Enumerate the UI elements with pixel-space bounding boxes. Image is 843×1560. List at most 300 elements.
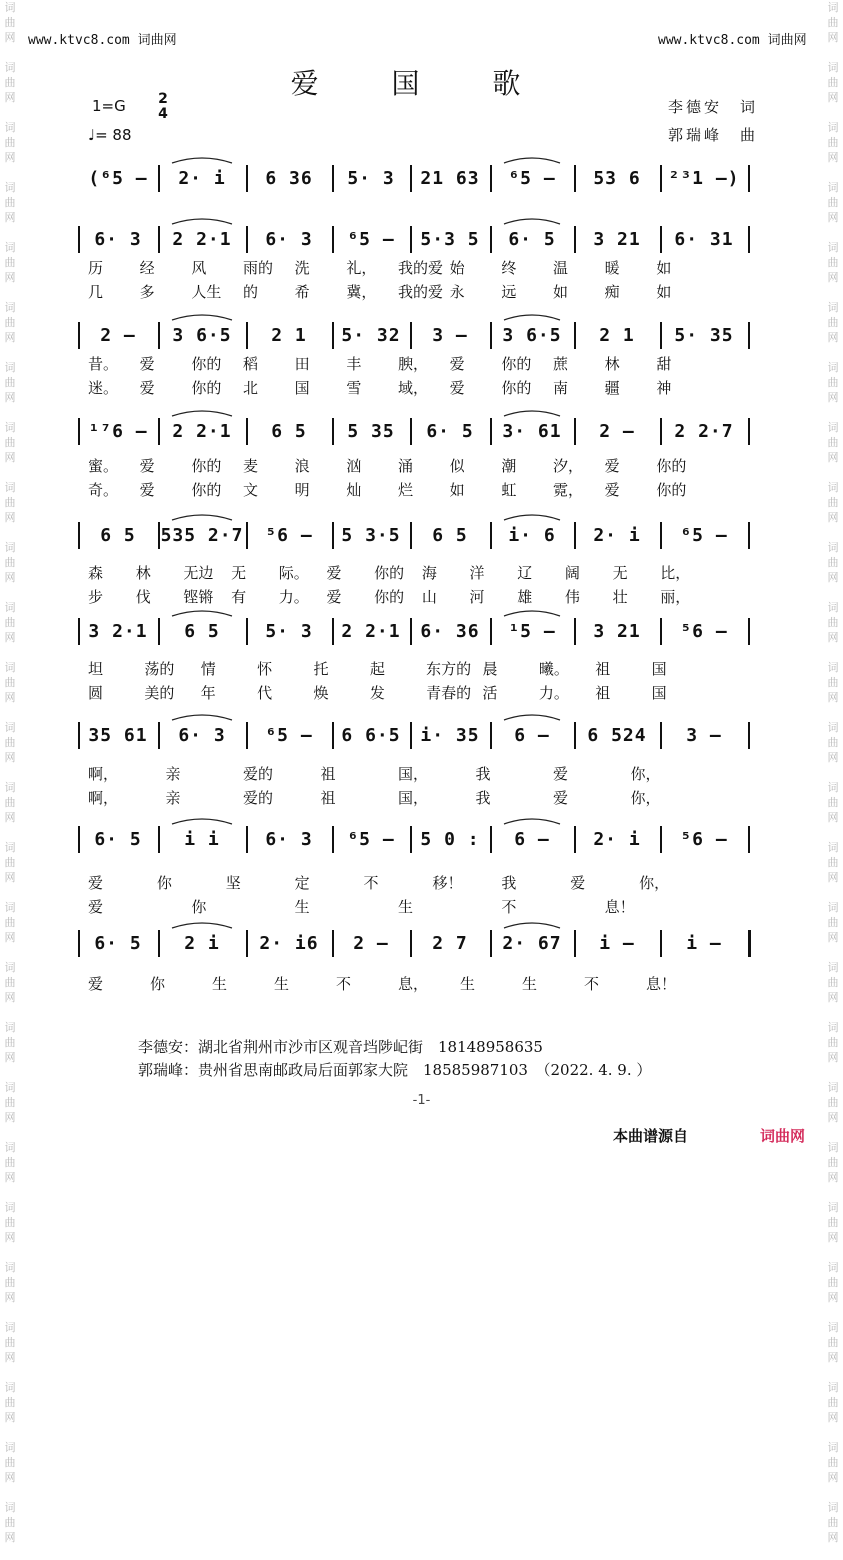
lyric-syllable: 不 [584,975,600,993]
watermark-char: 曲 [827,256,839,269]
score-system [78,816,762,862]
slur [172,219,232,224]
lyric-syllable: 曦。 [538,660,569,678]
watermark-char: 曲 [827,496,839,509]
lyric-syllable: 爱 [326,564,342,582]
watermark-char: 曲 [4,856,16,869]
watermark-char: 词 [4,601,16,614]
watermark-char: 网 [4,991,16,1004]
watermark-char: 词 [827,961,839,974]
watermark-char: 词 [4,661,16,674]
watermark-char: 网 [4,631,16,644]
lyric-syllable: 稻 [243,355,259,373]
lyric-syllable: 生 [212,975,228,993]
watermark-char: 词 [827,481,839,494]
composer-contact: 郭瑞峰：贵州省思南邮政局后面郭家大院 18585987103 （2022. 4. 9. ） [138,1061,652,1079]
watermark-char: 词 [4,961,16,974]
watermark-char: 网 [827,631,839,644]
lyric-syllable: 伟 [564,588,580,606]
measure: 6· 5 [508,228,556,250]
lyric-syllable: 国， [398,765,429,783]
measure: 2 7 [432,932,468,954]
lyric-line [78,377,718,397]
watermark-char: 网 [4,1111,16,1124]
watermark-char: 网 [827,1111,839,1124]
measure: 2 2·1 [172,420,232,442]
measure: 3 – [686,724,722,746]
lyric-syllable: 多 [139,283,155,301]
watermark-char: 网 [4,31,16,44]
lyric-syllable: 发 [369,684,385,702]
watermark-char: 词 [827,1261,839,1274]
lyric-syllable: 山 [421,588,437,606]
watermark-char: 词 [827,1321,839,1334]
watermark-char: 词 [4,421,16,434]
measure: 6 5 [432,524,468,546]
watermark-char: 网 [4,211,16,224]
lyric-syllable: 爱的 [243,765,274,783]
measure: 5· 3 [265,620,313,642]
measure: 3 2·1 [88,620,148,642]
lyric-syllable: 的 [243,283,259,301]
measure: 6 5 [184,620,220,642]
watermark-char: 网 [827,571,839,584]
watermark-char: 曲 [4,976,16,989]
slur-marks [78,216,762,262]
lyric-syllable: 你的 [191,379,222,397]
site-header-left[interactable]: www.ktvc8.com 词曲网 [28,33,177,48]
watermark-char: 网 [827,811,839,824]
lyric-syllable: 生 [398,898,414,916]
lyric-syllable: 不 [501,898,517,916]
lyric-syllable: 迷。 [88,379,119,397]
watermark-char: 词 [4,721,16,734]
lyric-syllable: 不 [336,975,352,993]
lyric-syllable: 亲 [165,765,181,783]
measure: 2· i6 [259,932,319,954]
watermark-char: 曲 [827,1276,839,1289]
watermark-char: 网 [827,1351,839,1364]
measure: ⁵6 – [265,524,313,546]
lyric-syllable: 祖 [320,789,336,807]
watermark-char: 曲 [4,1276,16,1289]
score-system [78,512,762,558]
watermark-char: 网 [4,331,16,344]
watermark-char: 曲 [4,1516,16,1529]
measure: ¹5 – [508,620,556,642]
watermark-char: 网 [4,271,16,284]
measure: ⁶5 – [680,524,728,546]
lyric-syllable: 甜 [656,355,672,373]
lyric-syllable: 比， [660,564,691,582]
measure: 3 – [432,324,468,346]
source-label: 本曲谱源自 [613,1127,689,1145]
measure: 535 2·7 [160,524,244,546]
watermark-char: 词 [827,1,839,14]
tempo-marking: ♩= 88 [88,126,132,144]
lyric-syllable: 无 [231,564,247,582]
watermark-char: 词 [4,361,16,374]
watermark-char: 词 [4,1381,16,1394]
watermark-char: 曲 [4,676,16,689]
lyric-syllable: 息！ [604,898,635,916]
lyric-syllable: 圆 [88,684,104,702]
measure: 6 524 [587,724,647,746]
lyric-syllable: 霓， [553,481,584,499]
watermark-char: 词 [827,1441,839,1454]
watermark-char: 网 [827,1291,839,1304]
watermark-char: 词 [827,61,839,74]
lyric-syllable: 如 [553,283,569,301]
watermark-char: 词 [827,1201,839,1214]
site-header-right[interactable]: www.ktvc8.com 词曲网 [658,33,807,48]
slur [172,158,232,163]
lyric-syllable: 生 [522,975,538,993]
lyric-line [78,658,718,678]
measure: 6· 3 [265,828,313,850]
measure: 6 36 [265,167,313,189]
lyric-syllable: 你的 [374,564,405,582]
slur [504,158,560,163]
watermark-char: 曲 [827,556,839,569]
lyric-syllable: 爱 [326,588,342,606]
watermark-char: 网 [827,1531,839,1544]
lyric-syllable: 爱 [604,457,620,475]
lyric-syllable: 丽， [660,588,691,606]
lyric-syllable: 潮 [501,457,517,475]
slur-marks [78,608,762,654]
watermark-char: 词 [4,241,16,254]
lyric-syllable: 国 [651,660,667,678]
lyric-syllable: 我 [501,874,517,892]
lyric-syllable: 我 [475,789,491,807]
lyric-syllable: 东方的 [426,660,472,678]
lyric-syllable: 坚 [225,874,241,892]
watermark-char: 曲 [827,1096,839,1109]
lyric-syllable: 痴 [604,283,620,301]
page-number: -1- [412,1093,431,1108]
lyric-syllable: 爱 [553,789,569,807]
lyric-syllable: 爱 [88,975,104,993]
lyric-syllable: 国 [294,379,310,397]
lyric-syllable: 际。 [278,564,309,582]
source-logo[interactable]: 词曲网 [760,1127,806,1145]
slur [504,611,560,616]
measure: 6 – [514,828,550,850]
measure: 2 2·7 [674,420,734,442]
watermark-char: 曲 [4,376,16,389]
lyric-syllable: 爱 [139,355,155,373]
slur [172,315,232,320]
lyric-syllable: 你的 [191,457,222,475]
measure: 2 – [353,932,389,954]
lyric-syllable: 你的 [374,588,405,606]
watermark-char: 曲 [4,1456,16,1469]
watermark-char: 词 [827,541,839,554]
measure: 21 63 [420,167,480,189]
lyric-syllable: 汐， [553,457,584,475]
watermark-char: 曲 [4,436,16,449]
lyric-syllable: 爱 [88,898,104,916]
time-signature [157,92,169,122]
lyric-syllable: 爱 [139,481,155,499]
measure: 6· 3 [265,228,313,250]
watermark-char: 词 [827,241,839,254]
score-system [78,608,762,654]
watermark-char: 网 [4,871,16,884]
score-system [78,216,762,262]
lyric-syllable: 我的爱 [398,259,444,277]
lyricist-contact: 李德安：湖北省荆州市沙市区观音垱陟屺街 18148958635 [138,1038,543,1056]
watermark-char: 曲 [4,196,16,209]
watermark-char: 词 [4,1,16,14]
lyric-syllable: 森 [88,564,104,582]
watermark-char: 词 [4,1201,16,1214]
lyric-syllable: 礼， [346,259,377,277]
slur [172,611,232,616]
lyric-syllable: 蔗 [553,355,569,373]
lyric-syllable: 青春的 [426,684,472,702]
lyric-syllable: 生 [460,975,476,993]
lyric-syllable: 虹 [501,481,517,499]
lyric-syllable: 暖 [604,259,620,277]
lyric-line [78,586,718,606]
lyric-syllable: 麦 [243,457,259,475]
lyric-syllable: 祖 [595,684,611,702]
watermark-char: 词 [827,1501,839,1514]
lyric-line [78,353,718,373]
lyric-syllable: 有 [231,588,247,606]
lyric-syllable: 爱 [449,355,465,373]
watermark-char: 网 [827,871,839,884]
measure: 2· i [593,828,641,850]
lyric-syllable: 几 [88,283,104,301]
lyric-syllable: 亲 [165,789,181,807]
watermark-char: 网 [827,451,839,464]
slur [504,219,560,224]
watermark-char: 曲 [827,616,839,629]
lyric-syllable: 南 [553,379,569,397]
watermark-char: 曲 [827,1516,839,1529]
watermark-char: 曲 [4,1216,16,1229]
watermark-char: 网 [827,991,839,1004]
watermark-char: 曲 [4,796,16,809]
watermark-char: 曲 [827,676,839,689]
watermark-char: 网 [827,1471,839,1484]
watermark-char: 曲 [4,496,16,509]
lyric-syllable: 情 [200,660,216,678]
slur [504,411,560,416]
measure: 6· 3 [94,228,142,250]
lyric-syllable: 你的 [501,379,532,397]
lyric-syllable: 林 [135,564,151,582]
measure: 3 6·5 [172,324,232,346]
watermark-char: 曲 [827,1336,839,1349]
watermark-char: 词 [827,661,839,674]
watermark-char: 网 [827,931,839,944]
slur [172,411,232,416]
lyric-syllable: 你， [630,765,661,783]
watermark-char: 网 [4,451,16,464]
watermark-char: 曲 [4,316,16,329]
measure: 5 0 : [420,828,480,850]
lyric-line [78,872,718,892]
lyric-syllable: 似 [449,457,465,475]
watermark-char: 曲 [4,76,16,89]
slur-marks [78,920,762,966]
slur [504,819,560,824]
lyric-syllable: 阔 [564,564,580,582]
lyric-syllable: 历 [88,259,104,277]
watermark-char: 曲 [4,1036,16,1049]
lyric-syllable: 爱 [88,874,104,892]
watermark-char: 网 [4,811,16,824]
lyric-syllable: 北 [243,379,259,397]
watermark-char: 网 [827,1171,839,1184]
measure: 35 61 [88,724,148,746]
lyric-syllable: 晨 [482,660,498,678]
watermark-char: 曲 [827,916,839,929]
watermark-char: 网 [4,1231,16,1244]
measure: 2 1 [271,324,307,346]
lyric-syllable: 爱 [139,457,155,475]
lyric-syllable: 你， [630,789,661,807]
watermark-char: 网 [827,391,839,404]
watermark-char: 曲 [4,1156,16,1169]
lyric-syllable: 不 [363,874,379,892]
watermark-char: 网 [827,511,839,524]
measure: ⁶5 – [508,167,556,189]
lyric-syllable: 起 [369,660,385,678]
watermark-char: 词 [4,1321,16,1334]
measure: 2 2·1 [172,228,232,250]
lyric-syllable: 希 [294,283,310,301]
watermark-char: 网 [827,31,839,44]
measure: 2· 67 [502,932,562,954]
lyric-syllable: 风 [191,259,207,277]
watermark-char: 曲 [827,196,839,209]
watermark-char: 网 [4,391,16,404]
lyric-syllable: 温 [553,259,569,277]
lyric-syllable: 汹 [346,457,362,475]
watermark-char: 词 [4,901,16,914]
lyric-syllable: 爱 [553,765,569,783]
lyric-syllable: 雪 [346,379,362,397]
left-watermark-strip [0,0,20,1544]
watermark-char: 曲 [827,316,839,329]
watermark-char: 曲 [827,1156,839,1169]
watermark-char: 词 [4,1501,16,1514]
lyric-syllable: 洋 [469,564,485,582]
lyric-syllable: 你的 [191,355,222,373]
watermark-char: 曲 [827,16,839,29]
watermark-char: 网 [827,91,839,104]
lyric-syllable: 爱 [570,874,586,892]
lyric-syllable: 荡的 [144,660,175,678]
lyric-syllable: 腴， [398,355,429,373]
watermark-char: 词 [4,541,16,554]
watermark-char: 网 [4,571,16,584]
lyric-line [78,973,718,993]
lyric-syllable: 雨的 [243,259,274,277]
watermark-char: 网 [4,91,16,104]
lyric-syllable: 无 [612,564,628,582]
score-system [78,155,762,201]
watermark-char: 网 [4,931,16,944]
lyric-syllable: 海 [421,564,437,582]
measure: 5· 3 [347,167,395,189]
lyric-syllable: 国， [398,789,429,807]
watermark-char: 曲 [827,1396,839,1409]
lyric-syllable: 你 [156,874,172,892]
lyric-syllable: 如 [449,481,465,499]
watermark-char: 网 [4,1171,16,1184]
key-signature: 1=G [92,97,126,115]
lyric-syllable: 文 [243,481,259,499]
slur-marks [78,155,762,201]
lyric-line [78,896,718,916]
measure: 6· 36 [420,620,480,642]
lyric-syllable: 爱 [449,379,465,397]
watermark-char: 词 [827,1381,839,1394]
measure: ⁶5 – [347,828,395,850]
lyric-syllable: 活 [482,684,498,702]
measure: ²³1 –) [668,167,740,189]
measure: 3· 61 [502,420,562,442]
measure: 3 6·5 [502,324,562,346]
lyric-line [78,281,718,301]
lyric-syllable: 铿锵 [183,588,214,606]
watermark-char: 词 [4,1081,16,1094]
lyric-line [78,763,718,783]
lyric-syllable: 美的 [144,684,175,702]
lyric-syllable: 昔。 [88,355,119,373]
slur [172,819,232,824]
watermark-char: 词 [4,841,16,854]
watermark-char: 网 [827,271,839,284]
measure: 3 21 [593,620,641,642]
lyric-syllable: 神 [656,379,672,397]
lyric-syllable: 你的 [191,481,222,499]
lyric-syllable: 我的爱 [398,283,444,301]
lyric-syllable: 浪 [294,457,310,475]
lyric-syllable: 爱的 [243,789,274,807]
slur [504,923,560,928]
lyricist-credit: 李德安 词 [668,98,759,116]
lyric-syllable: 息！ [646,975,677,993]
measure: 2 i [184,932,220,954]
watermark-char: 网 [4,1051,16,1064]
lyric-syllable: 壮 [612,588,628,606]
measure: i· 35 [420,724,480,746]
lyric-syllable: 蜜。 [88,457,119,475]
watermark-char: 词 [4,121,16,134]
watermark-char: 网 [827,331,839,344]
lyric-syllable: 你的 [656,457,687,475]
watermark-char: 网 [4,1471,16,1484]
lyric-syllable: 焕 [313,684,329,702]
measure: 2 – [599,420,635,442]
lyric-syllable: 爱 [604,481,620,499]
lyric-line [78,257,718,277]
lyric-syllable: 你的 [501,355,532,373]
watermark-char: 词 [827,841,839,854]
lyric-syllable: 域， [398,379,429,397]
lyric-syllable: 田 [294,355,310,373]
time-top: 2 [158,91,168,107]
watermark-char: 词 [827,1021,839,1034]
watermark-char: 曲 [4,1096,16,1109]
